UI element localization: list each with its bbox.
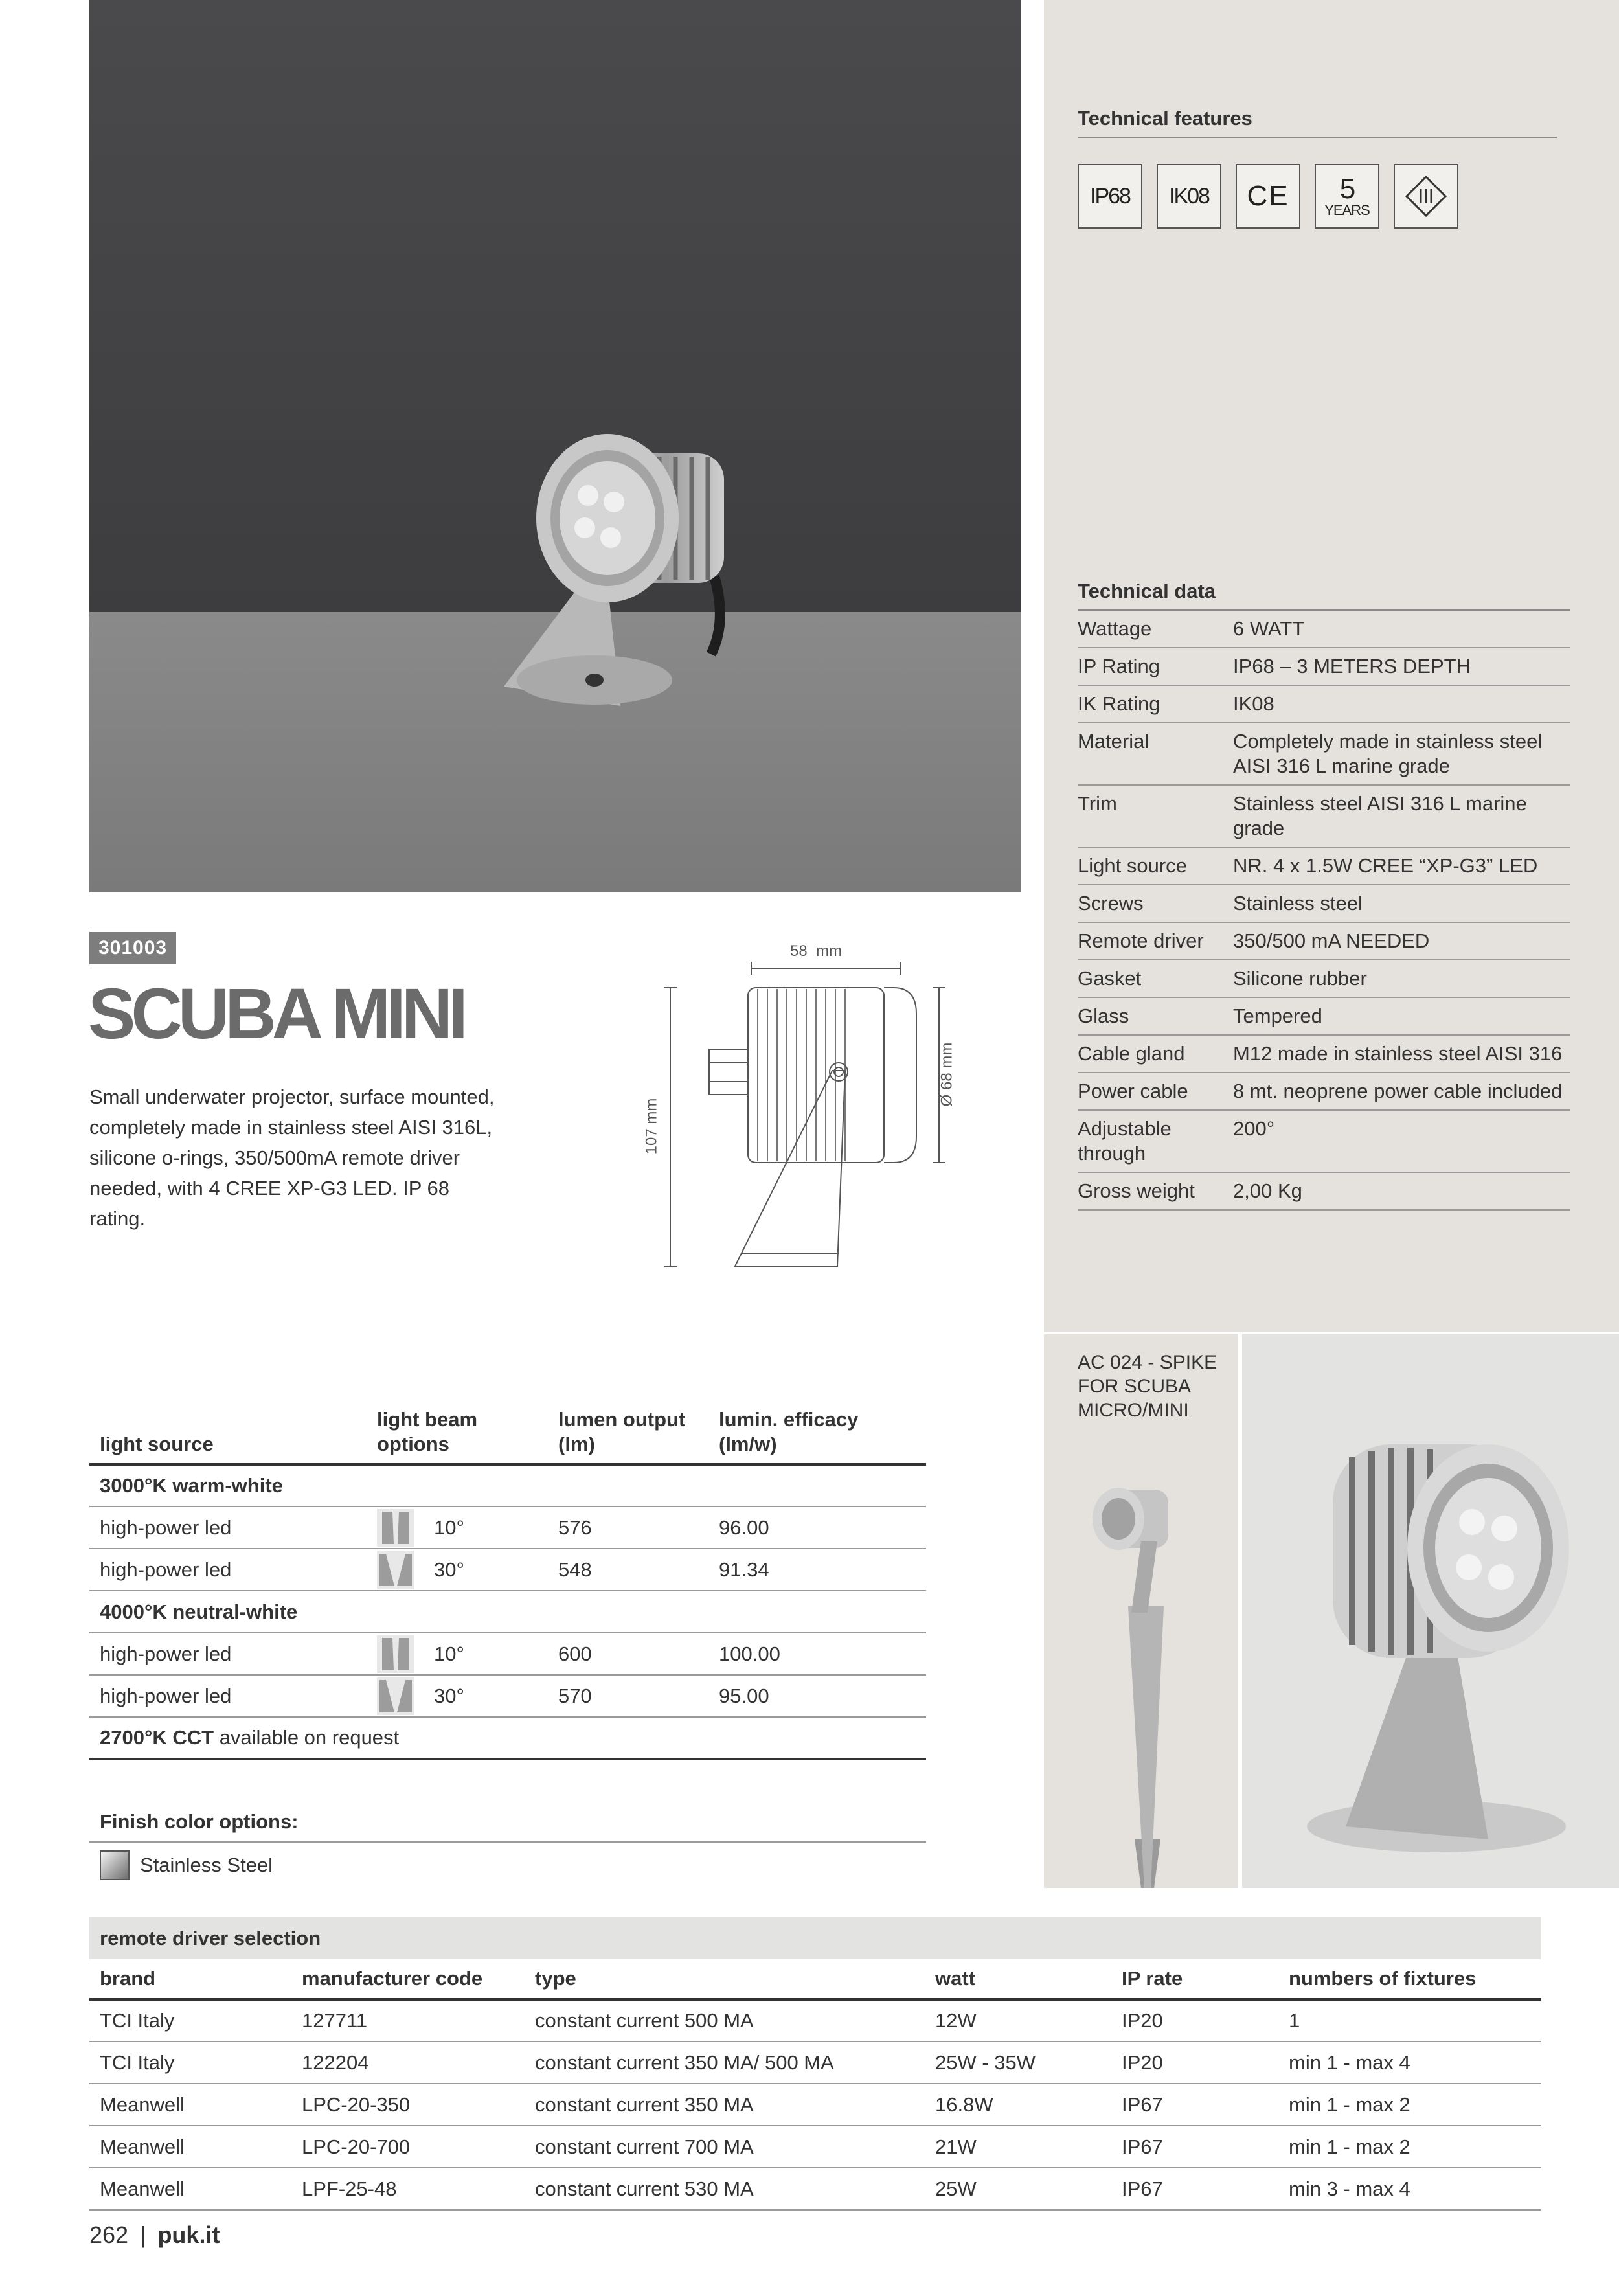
accessory-photo [1242,1334,1619,1888]
table-cell: 25W - 35W [925,2041,1111,2084]
table-cell: 21W [925,2126,1111,2168]
table-cell: 1 [1278,1999,1541,2041]
drawing-diameter-label: Ø 68 mm [938,1042,956,1107]
class-iii-icon [1394,164,1458,229]
tech-value: IK08 [1233,685,1570,723]
table-cell: constant current 500 MA [525,1999,925,2041]
finish-option [100,1850,273,1880]
tech-key: Power cable [1078,1073,1233,1110]
table-cell: 12W [925,1999,1111,2041]
table-row [89,2084,1541,2126]
table-row [89,2126,1541,2168]
table-row: high-power led 30° 548 91.34 [89,1549,926,1591]
tech-row [1078,1172,1570,1210]
table-cell: 16.8W [925,2084,1111,2126]
site-link: puk.it [157,2222,220,2248]
finish-divider [89,1841,926,1843]
tech-value: 8 mt. neoprene power cable included [1233,1073,1570,1110]
table-cell: IP67 [1111,2168,1278,2210]
table-row [89,2041,1541,2084]
drawing-height-label: 107 mm [642,1098,661,1155]
finish-option-label: Stainless Steel [140,1854,273,1876]
table-cell: constant current 700 MA [525,2126,925,2168]
tech-key: Material [1078,723,1233,785]
spike-accessory-photo [1044,1334,1238,1888]
col-lumen: lumen output (lm) [548,1402,708,1464]
table-row [89,2168,1541,2210]
group-warm-white: 3000°K warm-white [89,1464,926,1506]
ce-mark-icon: CE [1236,164,1300,229]
narrow-beam-icon [377,1509,414,1547]
tech-key: Cable gland [1078,1035,1233,1073]
photometric-table [89,1402,926,1760]
technical-data [1078,580,1570,1211]
technical-data-heading: Technical data [1078,580,1570,611]
tech-value: IP68 – 3 METERS DEPTH [1233,648,1570,685]
tech-row [1078,648,1570,685]
table-cell: IP20 [1111,2041,1278,2084]
tech-row [1078,960,1570,997]
product-code: 301003 [89,932,176,964]
tech-value: 200° [1233,1110,1570,1172]
table-cell: LPC-20-350 [291,2084,525,2126]
col-light-source: light source [89,1402,367,1464]
product-name: SCUBA MINI [88,974,464,1054]
technical-features-heading: Technical features [1078,107,1557,138]
table-cell: IP67 [1111,2084,1278,2126]
tech-key: Gross weight [1078,1172,1233,1210]
tech-key: Gasket [1078,960,1233,997]
tech-key: Trim [1078,785,1233,847]
medium-beam-icon [377,1551,414,1589]
table-cell: min 3 - max 4 [1278,2168,1541,2210]
tech-key: IP Rating [1078,648,1233,685]
finish-title: Finish color options: [100,1810,299,1833]
tech-key: Adjustable through [1078,1110,1233,1172]
table-row: high-power led 30° 570 95.00 [89,1675,926,1717]
tech-row [1078,685,1570,723]
tech-key: Screws [1078,885,1233,922]
feature-badges [1078,164,1557,229]
tech-row [1078,847,1570,885]
product-photo [89,0,1021,892]
tech-key: Remote driver [1078,922,1233,960]
warranty-badge: 5 YEARS [1315,164,1379,229]
tech-row [1078,1073,1570,1110]
narrow-beam-icon [377,1635,414,1673]
product-description: Small underwater projector, surface mounted, completely made in stainless steel AISI 316L, silicone o-rings, 350/500mA remote driver needed, with 4 CREE XP-G3 LED. IP 68 rating. [89,1085,495,1230]
group-neutral-white: 4000°K neutral-white [89,1591,926,1633]
table-cell: Meanwell [89,2168,291,2210]
ik08-badge: IK08 [1157,164,1221,229]
stainless-steel-swatch [100,1850,130,1880]
tech-row [1078,922,1570,960]
table-cell: 127711 [291,1999,525,2041]
accessory-cell [1044,1334,1238,1888]
table-cell: min 1 - max 2 [1278,2126,1541,2168]
tech-row [1078,723,1570,785]
driver-selection-title: remote driver selection [89,1917,1541,1959]
table-row: high-power led 10° 576 96.00 [89,1506,926,1549]
table-cell: TCI Italy [89,2041,291,2084]
tech-value: 6 WATT [1233,611,1570,648]
table-cell: Meanwell [89,2126,291,2168]
accessory-label: AC 024 - SPIKE FOR SCUBA MICRO/MINI [1078,1352,1217,1421]
tech-key: Glass [1078,997,1233,1035]
tech-row [1078,611,1570,648]
footer-separator: | [140,2222,146,2248]
page-number: 262 [89,2222,129,2248]
table-cell: IP20 [1111,1999,1278,2041]
tech-value: Stainless steel AISI 316 L marine grade [1233,785,1570,847]
table-cell: TCI Italy [89,1999,291,2041]
tech-value: Completely made in stainless steel AISI 316 L marine grade [1233,723,1570,785]
tech-value: NR. 4 x 1.5W CREE “XP-G3” LED [1233,847,1570,885]
table-cell: constant current 350 MA/ 500 MA [525,2041,925,2084]
tech-key: Light source [1078,847,1233,885]
tech-row [1078,1110,1570,1172]
table-cell: min 1 - max 2 [1278,2084,1541,2126]
technical-data-table [1078,611,1570,1211]
ip68-badge: IP68 [1078,164,1142,229]
cct-note: 2700°K CCT available on request [89,1717,926,1759]
tech-row [1078,997,1570,1035]
table-cell: LPF-25-48 [291,2168,525,2210]
table-cell: LPC-20-700 [291,2126,525,2168]
table-cell: 25W [925,2168,1111,2210]
tech-key: Wattage [1078,611,1233,648]
technical-drawing [644,942,981,1279]
table-cell: 122204 [291,2041,525,2084]
tech-value: Stainless steel [1233,885,1570,922]
tech-row [1078,885,1570,922]
drawing-width-label: 58 mm [790,942,843,960]
medium-beam-icon [377,1677,414,1715]
table-row [89,1999,1541,2041]
tech-value: Tempered [1233,997,1570,1035]
driver-selection-table: brand manufacturer code type watt IP rate numbers of fixtures TCI Italy 127711 constant current 500 MA 12W IP20 1 TCI Italy 122204 constant current 350 MA/ 500 MA 25W - 35W IP20 min 1 - max 4 Meanwell LPC-20-350 constant current 350 MA 16.8W IP67 min 1 - max 2 Meanwell LPC-20-700 constant current 700 MA 21W IP67 min 1 - max 2 Meanwell LPF-25-48 constant current 530 MA 25W IP67 min 3 - max 4 [89,1959,1541,2211]
table-row: high-power led 10° 600 100.00 [89,1633,926,1675]
tech-key: IK Rating [1078,685,1233,723]
col-efficacy: lumin. efficacy (lm/w) [708,1402,926,1464]
table-cell: min 1 - max 4 [1278,2041,1541,2084]
tech-value: 350/500 mA NEEDED [1233,922,1570,960]
technical-features [1078,107,1557,229]
col-light-beam: light beam options [367,1402,548,1464]
tech-row [1078,1035,1570,1073]
tech-value: M12 made in stainless steel AISI 316 [1233,1035,1570,1073]
table-cell: IP67 [1111,2126,1278,2168]
table-cell: constant current 350 MA [525,2084,925,2126]
side-panel [1044,0,1619,1332]
tech-value: 2,00 Kg [1233,1172,1570,1210]
table-cell: constant current 530 MA [525,2168,925,2210]
page-footer [89,2222,220,2249]
tech-value: Silicone rubber [1233,960,1570,997]
table-cell: Meanwell [89,2084,291,2126]
tech-row [1078,785,1570,847]
